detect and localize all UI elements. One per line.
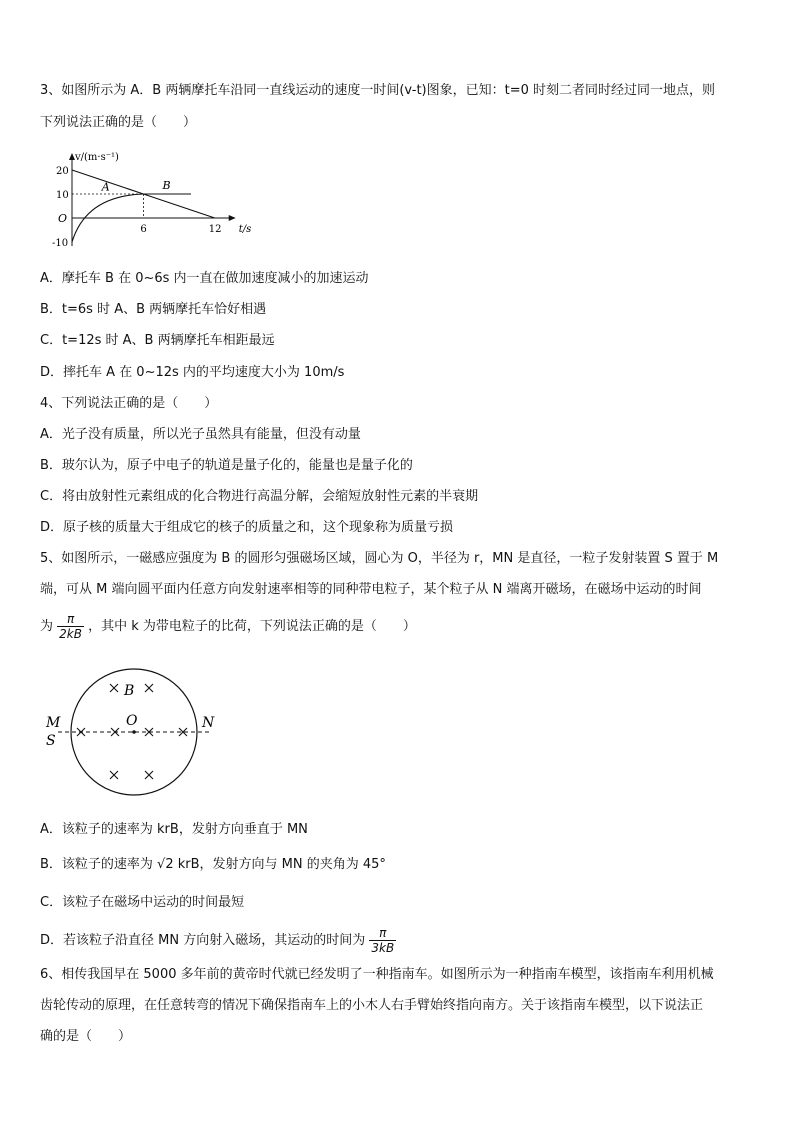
x-tick-label: 6 — [140, 224, 147, 235]
series-a-label: A — [101, 180, 110, 194]
q6-line1: 6、相传我国早在 5000 多年前的黄帝时代就已经发明了一种指南车。如图所示为一种指南车模型，该指南车利用机械 — [40, 967, 714, 982]
magnetic-field-diagram — [40, 665, 230, 800]
q4-option-b: B．玻尔认为，原子中电子的轨道是量子化的，能量也是量子化的 — [40, 458, 413, 473]
x-tick-label: 12 — [208, 224, 222, 235]
q4-option-d: D．原子核的质量大于组成它的核子的质量之和，这个现象称为质量亏损 — [40, 520, 454, 535]
x-axis-label: t/s — [238, 224, 252, 235]
label-b: B — [124, 683, 135, 699]
q3-option-c: C．t=12s 时 A、B 两辆摩托车相距最远 — [40, 333, 275, 348]
q6-line3: 确的是（ ） — [40, 1029, 132, 1044]
q5-stem-line2: 端，可从 M 端向圆平面内任意方向发射速率相等的同种带电粒子，某个粒子从 N 端离开磁场，在磁场中运动的时间 — [40, 582, 702, 597]
q5-frac-den: 2kB — [59, 627, 82, 641]
y-axis-label: v/(m·s⁻¹) — [75, 152, 119, 163]
origin-label: O — [58, 212, 68, 225]
q5-option-d: D．若该粒子沿直径 MN 方向射入磁场，其运动的时间为 — [40, 933, 366, 948]
label-n: N — [202, 715, 215, 731]
q5-stem-prefix: 为 — [40, 619, 54, 634]
q5-option-b: B．该粒子的速率为 √2 krB，发射方向与 MN 的夹角为 45° — [40, 857, 386, 872]
q3-stem-line2: 下列说法正确的是（ ） — [40, 115, 197, 130]
center-dot — [132, 730, 136, 734]
q5-stem-line3 — [40, 612, 416, 641]
x-axis-arrow — [229, 215, 236, 221]
q3-option-b: B．t=6s 时 A、B 两辆摩托车恰好相遇 — [40, 302, 267, 317]
q3-option-a: A．摩托车 B 在 0~6s 内一直在做加速度减小的加速运动 — [40, 271, 369, 286]
q4-option-a: A．光子没有质量，所以光子虽然具有能量，但没有动量 — [40, 427, 361, 442]
y-tick-label: 20 — [56, 166, 69, 177]
q5-option-c: C．该粒子在磁场中运动的时间最短 — [40, 895, 245, 910]
q5-frac-num: π — [57, 612, 84, 627]
q5-optd-num: π — [369, 926, 396, 941]
y-tick-label: 10 — [56, 190, 69, 201]
q5-optd-den: 3kB — [371, 941, 395, 955]
q5-stem-line1: 5、如图所示，一磁感应强度为 B 的圆形匀强磁场区域，圆心为 O，半径为 r，MN 是直径，一粒子发射装置 S 置于 M — [40, 551, 719, 566]
series-b-label: B — [162, 179, 171, 193]
q5-option-a: A．该粒子的速率为 krB，发射方向垂直于 MN — [40, 822, 308, 837]
q4-option-c: C．将由放射性元素组成的化合物进行高温分解，会缩短放射性元素的半衰期 — [40, 489, 479, 504]
label-o: O — [126, 713, 138, 729]
label-s: S — [46, 733, 56, 749]
q5-option-d-line — [40, 926, 396, 955]
q5-stem-suffix: ，其中 k 为带电粒子的比荷，下列说法正确的是（ ） — [88, 619, 416, 634]
q3-stem-line1: 3、如图所示为 A．B 两辆摩托车沿同一直线运动的速度一时间(v-t)图象，已知：t=0 时刻二者同时经过同一地点，则 — [40, 83, 716, 98]
label-m: M — [46, 715, 61, 731]
q6-line2: 齿轮传动的原理，在任意转弯的情况下确保指南车上的小木人右手臂始终指向南方。关于该指南车模型，以下说法正 — [40, 998, 704, 1013]
y-tick-label: -10 — [52, 238, 69, 249]
vt-graph — [40, 140, 252, 250]
q5-option-d-fraction — [369, 926, 396, 955]
q5-time-fraction — [57, 612, 84, 641]
q3-option-d: D．摔托车 A 在 0~12s 内的平均速度大小为 10m/s — [40, 365, 345, 380]
q4-stem: 4、下列说法正确的是（ ） — [40, 396, 218, 411]
